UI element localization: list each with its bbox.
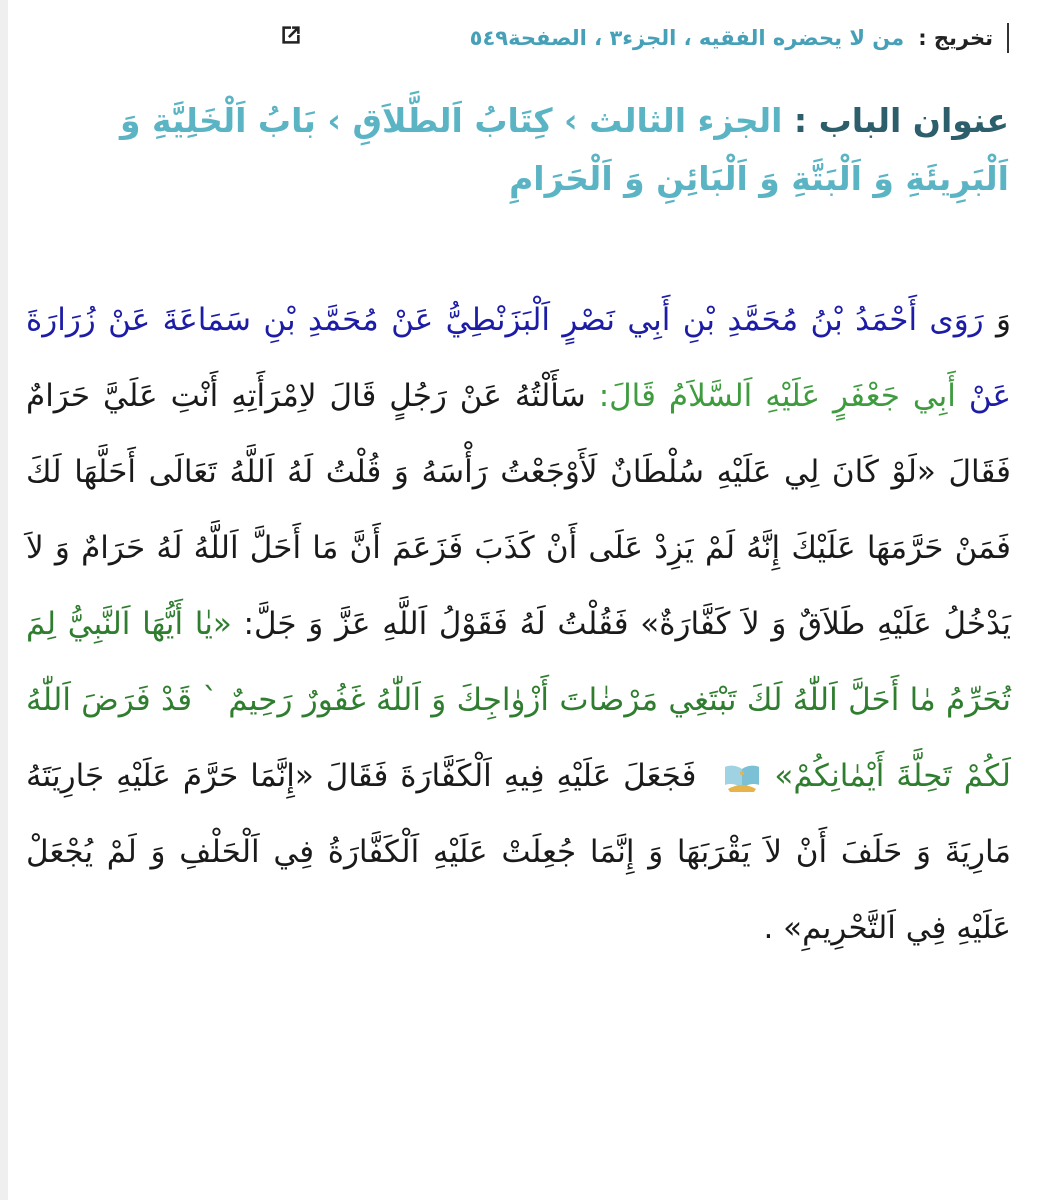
chapter-title — [19, 92, 1009, 208]
hadith-body-2: فَجَعَلَ عَلَيْهِ فِيهِ اَلْكَفَّارَةَ فَقَالَ «إِنَّمَا حَرَّمَ عَلَيْهِ جَارِيَتَهُ مَارِيَةَ وَ حَلَفَ أَنْ لاَ يَقْرَبَهَا وَ إِنَّمَا جُعِلَتْ عَلَيْهِ اَلْكَفَّارَةُ فِي اَلْحَلْفِ وَ لَمْ يُجْعَلْ عَلَيْهِ فِي اَلتَّحْرِيمِ» . — [26, 758, 1011, 946]
quran-verse[interactable]: «يٰا أَيُّهَا اَلنَّبِيُّ لِمَ تُحَرِّمُ مٰا أَحَلَّ اَللّٰهُ لَكَ تَبْتَغِي مَرْضٰاتَ أَزْوٰاجِكَ وَ اَللّٰهُ غَفُورٌ رَحِيمٌ ` قَدْ فَرَضَ اَللّٰهُ لَكُمْ تَحِلَّةَ أَيْمٰانِكُمْ» — [26, 606, 1011, 794]
hadith-body-1: سَأَلْتُهُ عَنْ رَجُلٍ قَالَ لاِمْرَأَتِهِ أَنْتِ عَلَيَّ حَرَامٌ فَقَالَ «لَوْ كَانَ لِي عَلَيْهِ سُلْطَانٌ لَأَوْجَعْتُ رَأْسَهُ وَ قُلْتُ لَهُ اَللَّهُ تَعَالَى أَحَلَّهَا لَكَ فَمَنْ حَرَّمَهَا عَلَيْكَ إِنَّهُ لَمْ يَزِدْ عَلَى أَنْ كَذَبَ فَزَعَمَ أَنَّ مَا أَحَلَّ اَللَّهُ لَهُ حَرَامٌ وَ لاَ يَدْخُلُ عَلَيْهِ طَلاَقٌ وَ لاَ كَفَّارَةٌ» فَقُلْتُ لَهُ فَقَوْلُ اَللَّهِ عَزَّ وَ جَلَّ: — [26, 378, 1011, 642]
source-label: تخريج : — [918, 26, 993, 50]
source-link[interactable]: من لا يحضره الفقيه ، الجزء٣ ، الصفحة٥٤٩ — [469, 26, 905, 50]
source-reference — [270, 18, 1009, 58]
external-link-icon[interactable] — [278, 22, 304, 48]
source-divider — [1007, 23, 1009, 53]
left-edge-bar — [0, 0, 8, 1200]
quran-book-icon[interactable] — [722, 763, 762, 793]
hadith-opening: وَ — [996, 302, 1011, 338]
chapter-label: عنوان الباب : — [793, 101, 1009, 140]
imam-name[interactable]: أَبِي جَعْفَرٍ عَلَيْهِ اَلسَّلاَمُ قَالَ: — [598, 378, 956, 414]
chapter-path[interactable]: الجزء الثالث › كِتَابُ اَلطَّلاَقِ › بَابُ اَلْخَلِيَّةِ وَ اَلْبَرِيئَةِ وَ اَلْبَتَّةِ وَ اَلْبَائِنِ وَ اَلْحَرَامِ — [120, 101, 1009, 198]
hadith-text — [26, 282, 1011, 966]
narration-chain[interactable]: رَوَى أَحْمَدُ بْنُ مُحَمَّدِ بْنِ أَبِي نَصْرٍ اَلْبَزَنْطِيُّ عَنْ مُحَمَّدِ بْنِ سَمَاعَةَ عَنْ زُرَارَةَ عَنْ — [26, 302, 1011, 414]
